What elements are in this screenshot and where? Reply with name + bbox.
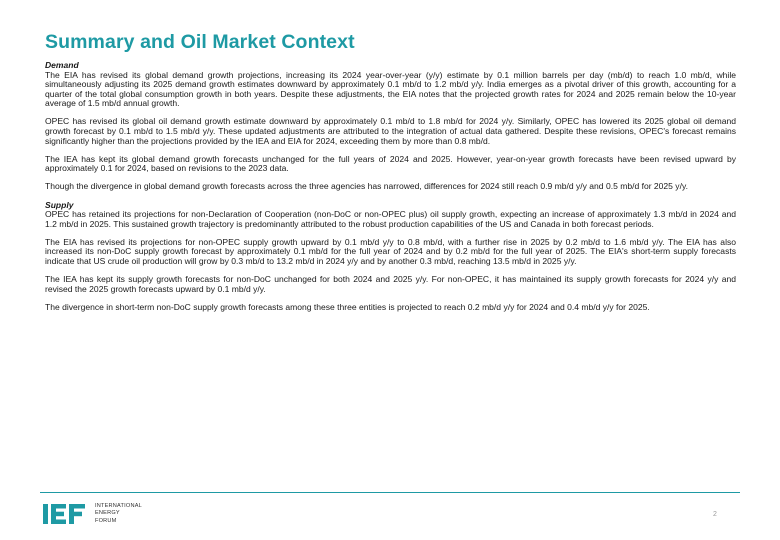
supply-paragraph-1: OPEC has retained its projections for non-Declaration of Cooperation (non-DoC or non-OPEC plus) oil supply growth, expecting an increase of approximately 1.3 mb/d in 2024 and 1.2 mb/d in 2025. This sustained growth trajectory is predominantly attributed to the robust production capabilities of the US and Canada in both forecast periods. bbox=[45, 209, 736, 229]
ief-logo bbox=[43, 503, 142, 525]
demand-paragraph-3: The IEA has kept its global demand growth forecasts unchanged for the full years of 2024 and 2025. However, year-on-year growth forecasts have been revised upward by approximately 0.1 for 2024, based on revisions to the 2023 data. bbox=[45, 153, 736, 174]
supply-paragraph-2: The EIA has revised its projections for non-OPEC supply growth upward by 0.1 mb/d y/y to 0.8 mb/d, with a further rise in 2025 by 0.2 mb/d to 1.6 mb/d y/y. The EIA has also increased its non-DoC supply growth forecast by approximately 0.1 mb/d for the full year of 2024 and by 0.2 mb/d for the full year of 2025. The EIA's short-term supply forecasts indicate that US crude oil production will grow by 0.3 mb/d to 13.2 mb/d in 2024 y/y and by another 0.3 mb/d, reaching 13.5 mb/d in 2025 y/y. bbox=[45, 236, 736, 266]
logo-line-forum: FORUM bbox=[95, 517, 117, 524]
ief-logo-mark bbox=[43, 503, 91, 525]
logo-line-energy: ENERGY bbox=[95, 510, 120, 517]
content-body bbox=[45, 61, 736, 321]
section-demand bbox=[45, 61, 736, 192]
footer-divider bbox=[40, 492, 740, 493]
demand-paragraph-1: The EIA has revised its global demand growth projections, increasing its 2024 year-over-year (y/y) estimate by 0.1 million barrels per day (mb/d) to reach 1.0 mb/d, while simultaneously adjusting its 2025 demand growth estimates downward by approximately 0.1 mb/d to 1.2 mb/d y/y. India emerges as a pivotal driver of this growth, accounting for a quarter of the total global consumption growth in both years. Despite these adjustments, the EIA notes that the projected growth rates for 2024 and 2025 remain below the 10-year average of 1.5 mb/d annual growth. bbox=[45, 69, 736, 109]
section-heading-supply: Supply bbox=[45, 199, 74, 210]
section-heading-demand: Demand bbox=[45, 60, 79, 70]
demand-paragraph-4: Though the divergence in global demand growth forecasts across the three agencies has narrowed, differences for 2024 still reach 0.9 mb/d y/y and 0.5 mb/d for 2025 y/y. bbox=[45, 181, 688, 192]
supply-paragraph-3: The IEA has kept its supply growth forecasts for non-DoC unchanged for both 2024 and 2025 y/y. For non-OPEC, it has maintained its supply growth forecasts for 2024 y/y and revised the 2025 growth forecasts upward by 0.1 mb/d y/y. bbox=[45, 274, 736, 294]
supply-paragraph-4: The divergence in short-term non-DoC supply growth forecasts among these three entities is projected to reach 0.2 mb/d y/y for 2024 and 0.4 mb/d y/y for 2025. bbox=[45, 301, 650, 312]
page-number: 2 bbox=[713, 511, 717, 518]
logo-line-international: INTERNATIONAL bbox=[95, 503, 142, 509]
ief-logo-text bbox=[95, 503, 142, 525]
page-title: Summary and Oil Market Context bbox=[45, 31, 355, 53]
demand-paragraph-2: OPEC has revised its global oil demand growth estimate downward by approximately 0.1 mb/d to 1.8 mb/d for 2024 y/y. Similarly, OPEC has lowered its 2025 global oil demand growth forecast by 0.1 mb/d to 1.5 mb/d y/y. These updated adjustments are attributed to the integration of actual data gathered. Despite these revisions, OPEC's forecast remains significantly higher than the projections provided by the IEA and EIA for 2024, exceeding them by more than 0.8 mb/d. bbox=[45, 116, 736, 146]
section-supply bbox=[45, 201, 736, 313]
